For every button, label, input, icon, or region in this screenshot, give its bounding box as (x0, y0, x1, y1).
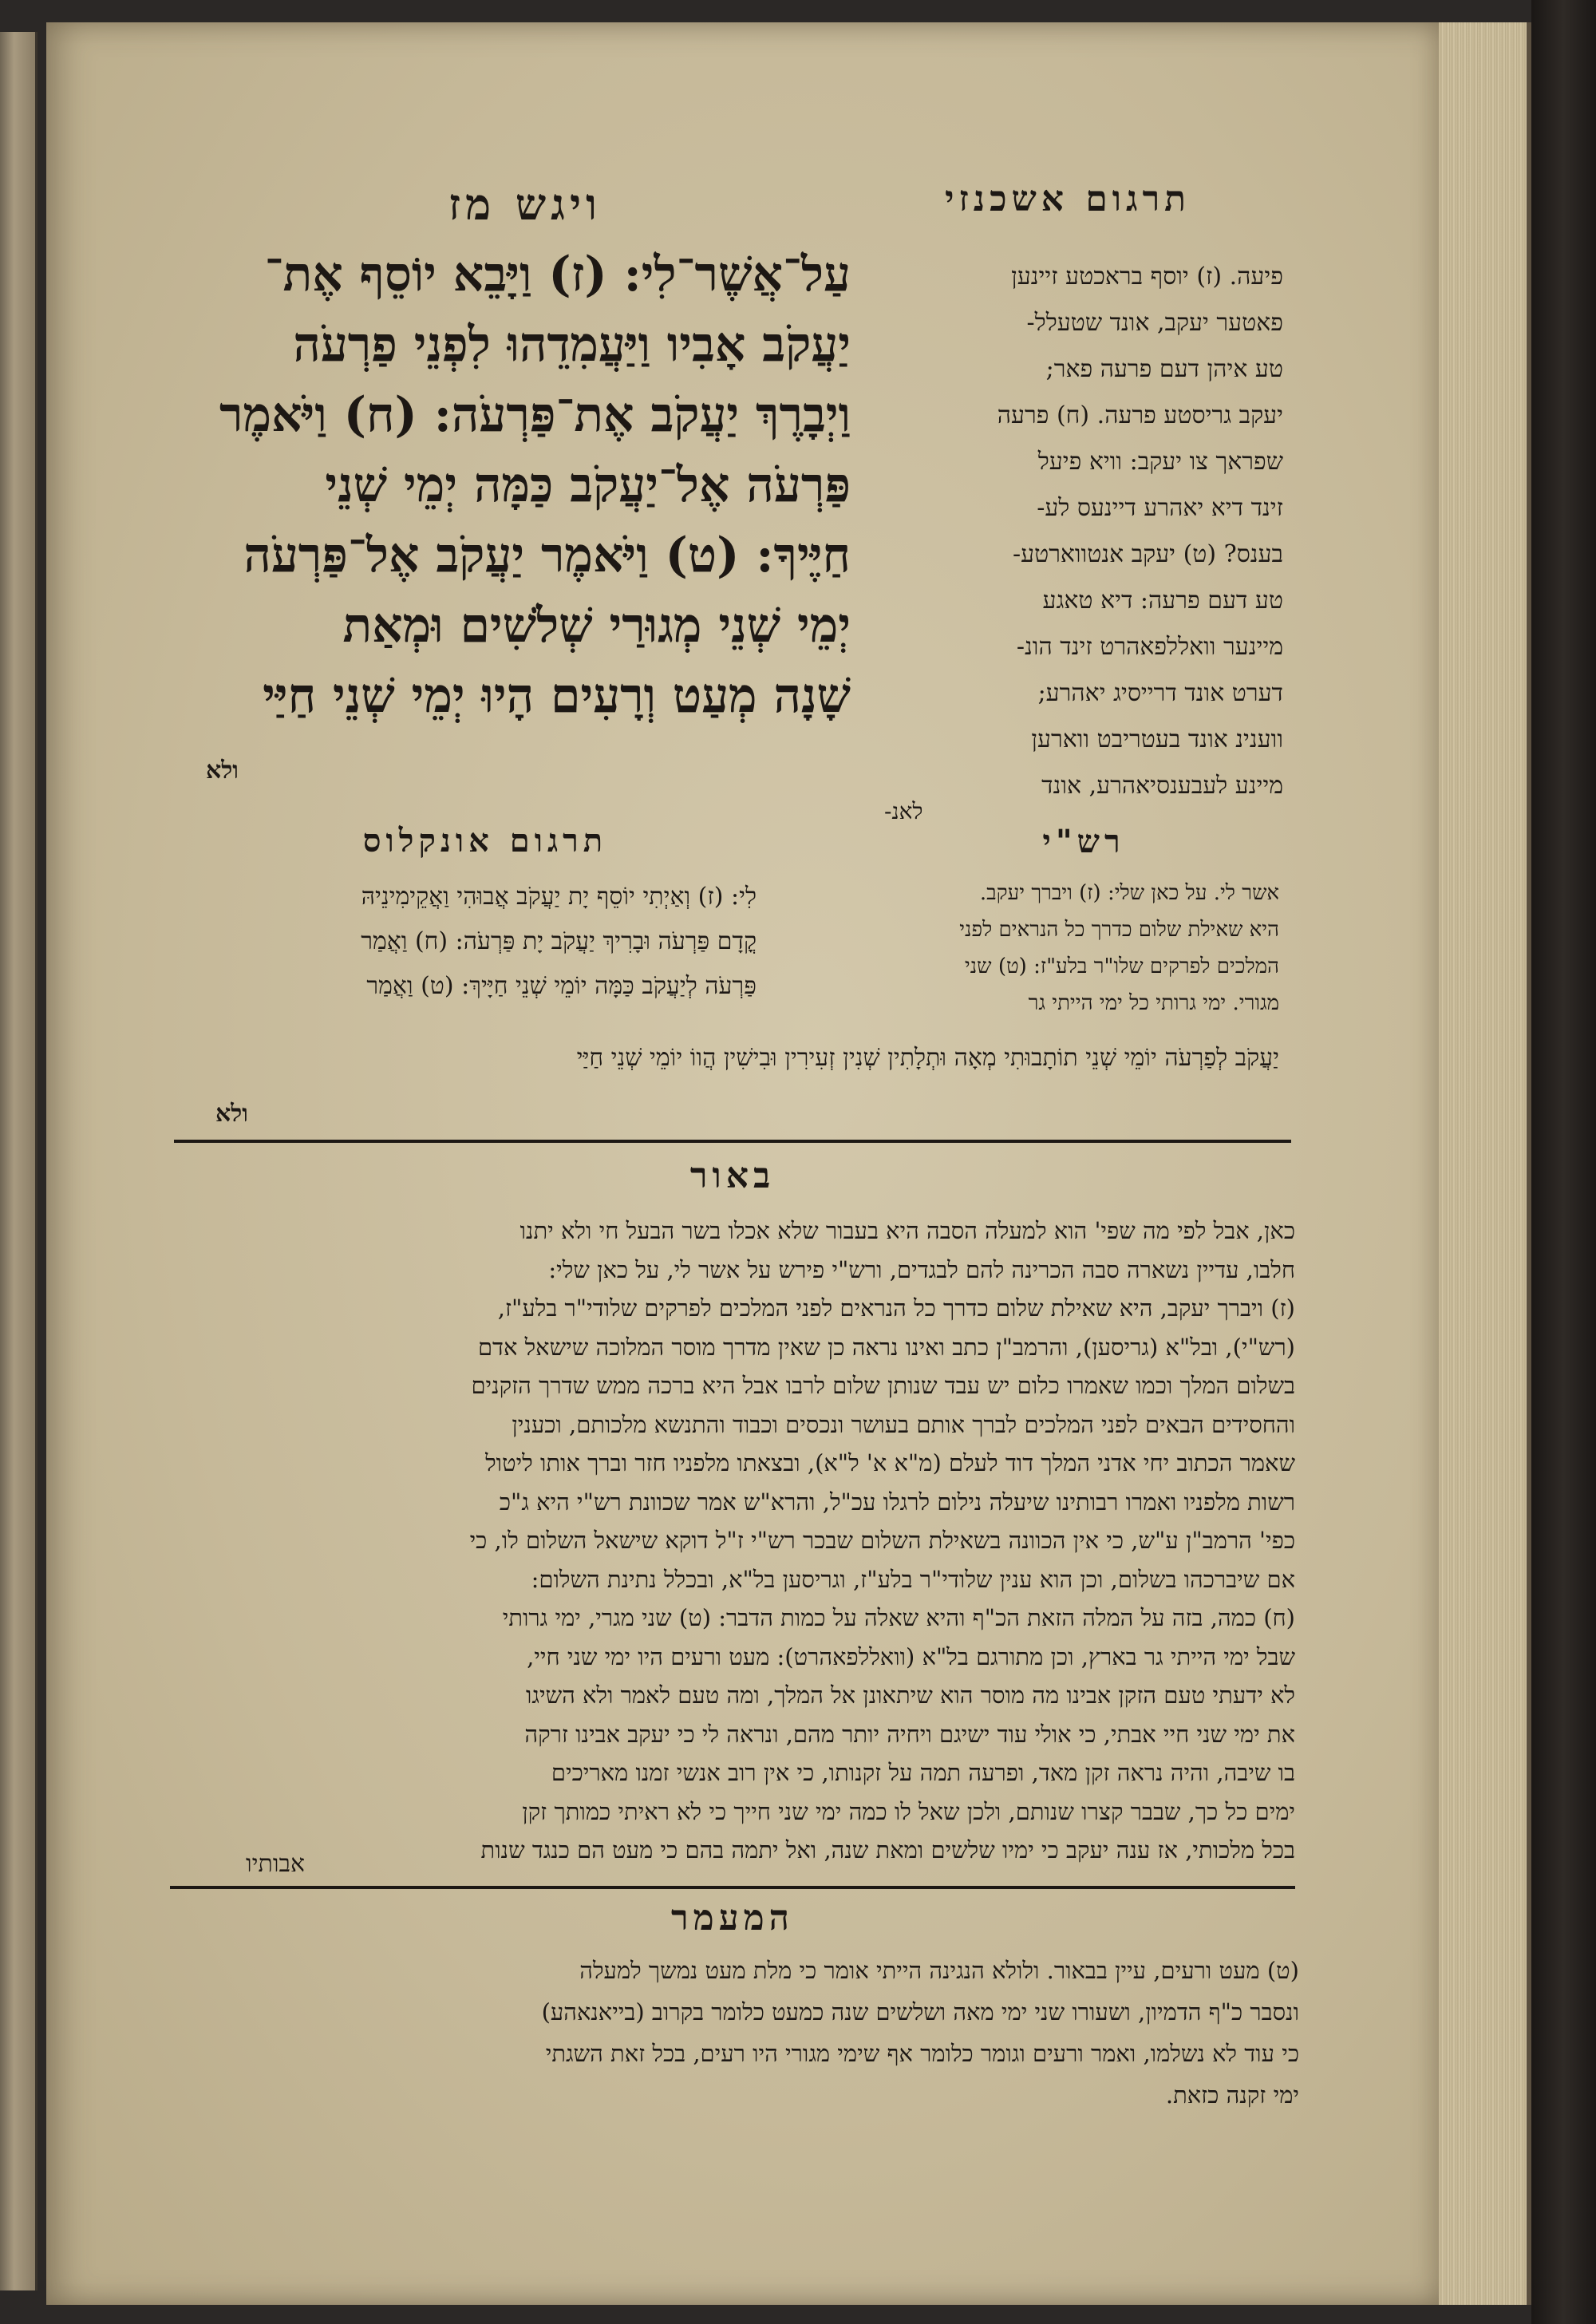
main-text-line: פַּרְעֹה אֶל־יַעֲקֹב כַּמָּה יְמֵי שְׁנֵי (325, 457, 851, 513)
german-targum-line: ווענינ אונד בעטריבט ווארען (1031, 725, 1283, 753)
german-targum-line: פאטער יעקב, אונד שטעלל- (1026, 309, 1283, 337)
hameamar-line: (ט) מעט ורעים, עיין בבאור. ולולא הנגינה הייתי אומר כי מלת מעט נמשך למעלה (579, 1957, 1299, 1984)
onkelos-line: לִי: (ז) וְאַיְתִי יוֹסֵף יָת יַעֲקֹב אֲבוּהִי וַאֲקֵימִינֵיהּ (361, 883, 757, 911)
onkelos-heading: תרגום אונקלוס (362, 822, 608, 860)
biur-line: רשות מלפניו ואמרו רבותינו שיעלה נילום לרגלו עכ"ל, והרא"ש אמר שכוונת רש"י היא ג"כ (499, 1488, 1295, 1516)
rashi-heading: רש"י (1042, 823, 1125, 860)
book-page (46, 22, 1439, 2305)
biur-line: (ח) כמה, בזה על המלה הזאת הכ"ף והיא שאלה על כמות הדבר: (ט) שני מגרי, ימי גרותי (502, 1604, 1295, 1631)
biur-line: והחסידים הבאים לפני המלכים לברך אותם בעושר ונכסים וכבוד והתנשא מלכותם, וכענין (512, 1410, 1295, 1438)
onkelos-line: קֳדָם פַּרְעֹה וּבָרִיךְ יַעֲקֹב יָת פַּרְעֹה: (ח) וַאֲמַר (361, 927, 757, 955)
german-targum-line: פיעה. (ז) יוסף בראכטע זיינען (1011, 263, 1283, 290)
biur-line: (ז) ויברך יעקב, היא שאילת שלום כדרך כל הנראים לפני המלכים לפרקים שלודי"ר בלע"ז, (497, 1294, 1295, 1322)
divider-line (170, 1886, 1295, 1889)
onkelos-block (198, 875, 757, 1009)
german-targum-line: זינד דיא יאהרע דיינעס לע- (1037, 494, 1283, 522)
hameamar-line: כי עוד לא נשלמו, ואמר ורעים וגומר כלומר אף שימי מגורי היו רעים, בכל זאת השגתי (545, 2040, 1299, 2067)
biur-line: בו שיבה, והיה נראה זקן מאד, ופרעה תמה על זקנותו, כי אין רוב אנשי זמנו מאריכים (551, 1759, 1295, 1786)
german-targum-line: בענס? (ט) יעקב אנטווארטע- (1012, 540, 1283, 568)
biur-block (170, 1211, 1295, 1870)
rashi-line: היא שאילת שלום כדרך כל הנראים לפני (959, 918, 1279, 942)
main-text-line: וַיְבָרֶךְ יַעֲקֹב אֶת־פַּרְעֹה: (ח) וַיֹּאמֶר (219, 387, 851, 443)
onkelos-line: פַּרְעֹה לְיַעֲקֹב כַּמָּה יוֹמֵי שְׁנֵי חַיָּיךְ: (ט) וַאֲמַר (366, 972, 757, 1000)
main-text-line: יַעֲקֹב אָבִיו וַיַּעֲמִדֵהוּ לִפְנֵי פַרְעֹה (293, 317, 851, 373)
onkelos-full-width-line (198, 1036, 1279, 1081)
german-targum-line: טע דעם פרעה: דיא טאגע (1042, 587, 1283, 615)
biur-line: שבל ימי הייתי גר בארץ, וכן מתורגם בל"א (וואללפאהרט): מעט ורעים היו ימי שני חיי, (527, 1642, 1295, 1670)
hameamar-line: ונסבר כ"ף הדמיון, ושעורו שני ימי מאה ושלשים שנה כמעט כלומר בקרוב (בייאנאהע) (541, 1998, 1299, 2026)
main-text-catchword: ולא (206, 757, 239, 785)
german-targum-catchword: לאנ- (884, 798, 923, 824)
onkelos-catchword: ולא (215, 1100, 248, 1128)
main-text-line: יְמֵי שְׁנֵי מְגוּרַי שְׁלֹשִׁים וּמְאַת (342, 598, 851, 654)
biur-line: חלבו, עדיין נשארה סבה הכרינה להם לבגדים, ורש"י פירש על אשר לי, על כאן שלי: (548, 1255, 1295, 1283)
biur-line: כפי' הרמב"ן ע"ש, כי אין הכוונה בשאילת השלום שבכר רש"י ז"ל דוקא שישאל השלום לו, כי (469, 1527, 1295, 1554)
biur-line: כאן, אבל לפי מה שפי' הוא למעלה הסבה היא בעבור שלא אכלו בשר הבעל חי ולא יתנו (519, 1217, 1295, 1244)
header-left-column: ויגש מז (448, 179, 602, 230)
german-targum-line: דערט אונד דרייסיג יאהרע; (1037, 679, 1283, 707)
german-targum-line: יעקב גריסטע פרעה. (ח) פרעה (997, 401, 1283, 429)
page-stack-edge (1439, 22, 1531, 2305)
german-targum-line: מיינע לעבענסיאהרע, אונד (1041, 772, 1283, 800)
main-text-line: שָׁנָה מְעַט וְרָעִים הָיוּ יְמֵי שְׁנֵי חַיַּי (263, 668, 851, 724)
biur-line: ימים כל כך, שבבר קצרו שנותם, ולכן שאל לו כמה ימי שני חייך כי לא ראיתי כמותך זקן (522, 1797, 1295, 1825)
rashi-line: אשר לי. על כאן שלי: (ז) ויברך יעקב. (979, 881, 1279, 905)
hameamar-line: ימי זקנה כזאת. (1165, 2081, 1299, 2109)
biur-line: אם שיברכהו בשלום, וכן הוא ענין שלודי"ר בלע"ז, וגריסען בל"א, ובכלל נתינת השלום: (531, 1565, 1295, 1593)
german-targum-line: שפראך צו יעקב: וויא פיעל (1037, 448, 1283, 476)
german-targum-line: טע איהן דעם פרעה פאר; (1045, 355, 1283, 383)
biur-line: (רש"י), ובל"א (גריסען), והרמב"ן כתב ואינו נראה כן שאין מדרך מוסר המלוכה שישאל אדם (477, 1333, 1295, 1361)
main-text-line: חַיֶּיךָ: (ט) וַיֹּאמֶר יַעֲקֹב אֶל־פַּרְעֹה (243, 528, 851, 583)
rashi-block (768, 875, 1279, 1022)
main-text-block (117, 239, 851, 731)
header-right-column: תרגום אשכנזי (944, 179, 1191, 219)
german-targum-line: מיינער וואללפאהרט זינד הונ- (1016, 633, 1283, 661)
biur-line: שאמר הכתוב יחי אדני המלך דוד לעלם (מ"א א' ל"א), ובצאתו מלפניו חזר וברך אותו ליטול (485, 1449, 1295, 1476)
biur-line: לא ידעתי טעם הזקן אבינו מה מוסר הוא שיתאונן אל המלך, ומה טעם לאמר ולא השיגו (525, 1682, 1295, 1709)
rashi-line: מגורי. ימי גרותי כל ימי הייתי גר (1028, 991, 1279, 1015)
biur-catchword: אבותיו (246, 1850, 305, 1878)
hameamar-block (230, 1950, 1299, 2116)
onkelos-line: יַעֲקֹב לְפַרְעֹה יוֹמֵי שְׁנֵי תוֹתָבוּתִי מְאָה וּתְלָתִין שְׁנִין זְעִירִין וּבִישִׁין הֲווֹ יוֹמֵי שְׁנֵי חַיַּי (576, 1044, 1279, 1072)
hameamar-heading: המעמר (671, 1898, 794, 1939)
rashi-line: המלכים לפרקים שלו"ר בלע"ז: (ט) שני (964, 955, 1279, 978)
biur-heading: באור (689, 1156, 776, 1196)
divider-line (174, 1140, 1291, 1143)
facing-page-edge (0, 32, 38, 2290)
biur-line: בשלום המלך וכמו שאמרו כלום יש עבד שנותן שלום לרבו אבל היא ברכה ממש שדרך הזקנים (471, 1372, 1295, 1399)
main-text-line: עַל־אֲשֶׁר־לִי: (ז) וַיָּבֵא יוֹסֵף אֶת־ (264, 247, 851, 302)
biur-line: בכל מלכותי, אז ענה יעקב כי ימיו שלשים ומאת שנה, ואל יתמה בהם כי מעט הם כנגד שנות (480, 1836, 1295, 1864)
german-targum-block (868, 254, 1283, 809)
biur-line: את ימי שני חיי אבתי, כי אולי עוד ישיגם ויחיה יותר מהם, ונראה לי כי יעקב אבינו זרקה (524, 1720, 1295, 1748)
book-spine (1531, 0, 1596, 2324)
